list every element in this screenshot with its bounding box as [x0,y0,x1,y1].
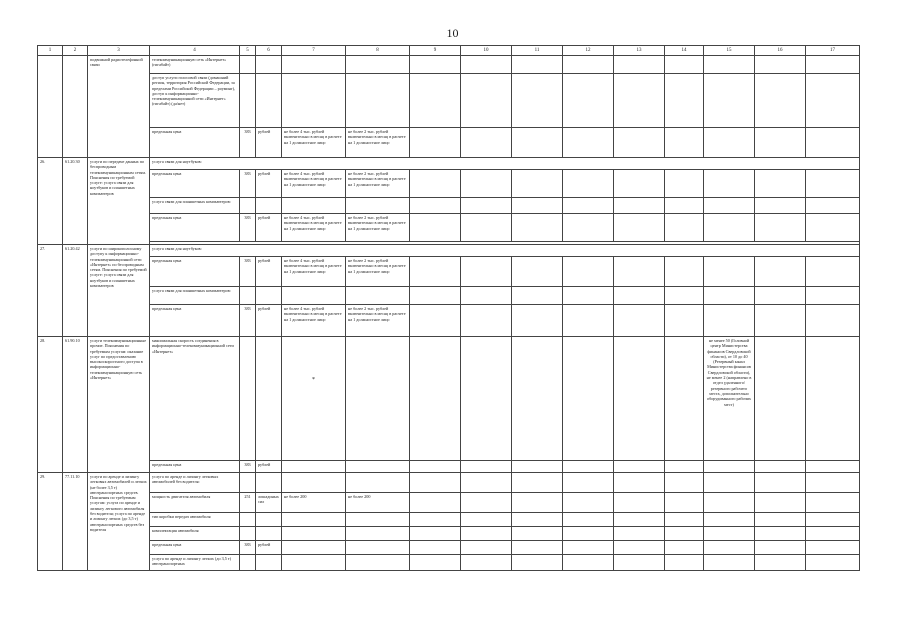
unit-cell: рублей [256,214,282,242]
value-cell: не более 4 тыс. рублей включительно в месяц в расчете на 1 должностное лицо [282,128,346,158]
table-row [38,214,860,242]
column-header: 10 [461,46,512,56]
column-header: 15 [704,46,755,56]
value-cell: не более 2 тыс. рублей включительно в месяц в расчете на 1 должностное лицо [346,170,410,198]
value-cell: не более 4 тыс. рублей включительно в месяц в расчете на 1 должностное лицо [282,257,346,287]
column-header: 9 [410,46,461,56]
characteristic-cell: услуга связи для планшетных компьютеров: [150,287,240,305]
row-number-cell: 26. [38,158,63,245]
value-cell: не более 2 тыс. рублей включительно в месяц в расчете на 1 должностное лицо [346,128,410,158]
table-row [38,257,860,287]
value-cell: не более 2 тыс. рублей включительно в месяц в расчете на 1 должностное лицо [346,214,410,242]
table-row [38,493,860,513]
row-number-cell: 29. [38,473,63,571]
table-row [38,541,860,555]
column-header: 12 [563,46,614,56]
characteristic-cell: услуга по аренде и лизингу легких (до 3,5 т) автотранспортных [150,555,240,571]
column-header: 4 [150,46,240,56]
column-header: 11 [512,46,563,56]
table-row [38,198,860,214]
characteristic-cell: услуга по аренде и лизингу легковых автомобилей без водителя: [150,473,240,493]
okei-code-cell: 383 [240,257,256,287]
characteristics-table [37,45,860,571]
okpd-code-cell: 61.20.30 [63,158,88,245]
okei-code-cell: 383 [240,461,256,473]
characteristic-cell: предельная цена [150,305,240,337]
characteristic-cell: услуга связи для планшетных компьютеров: [150,198,240,214]
okpd-code-cell [63,56,88,158]
column-header: 14 [665,46,704,56]
okpd-code-cell: 77.11.10 [63,473,88,571]
page-number: 10 [446,26,459,40]
characteristic-cell: предельная цена [150,257,240,287]
table-row [38,128,860,158]
column-header: 7 [282,46,346,56]
characteristic-cell: предельная цена [150,170,240,198]
table-row [38,461,860,473]
okei-code-cell: 383 [240,170,256,198]
service-name-cell: услуги по аренде и лизингу легковых автомобилей и легких (не более 3,5 т) автотранспортных средств. Пояснения по требуемым услугам: услуга по аренде и лизингу легкового автомобиля без водителя; услуга по аренде и лизингу легких (до 3,5 т) автотранспортных средств без водителя [88,473,150,571]
table-row [38,527,860,541]
characteristic-cell: мощность двигателя автомобиля [150,493,240,513]
table-row [38,158,860,170]
row-number-cell: 27. [38,245,63,337]
characteristic-cell: предельная цена [150,214,240,242]
okei-code-cell: 383 [240,305,256,337]
characteristic-cell: комплектация автомобиля [150,527,240,541]
table-row [38,513,860,527]
table-row [38,555,860,571]
unit-cell: лошадиных сил [256,493,282,513]
value-cell: не более 4 тыс. рублей включительно в месяц в расчете на 1 должностное лицо [282,305,346,337]
table-row [38,287,860,305]
characteristic-cell: тип коробки передач автомобиля [150,513,240,527]
table-row [38,337,860,461]
service-name-cell: услуги по широкополосному доступу к информационно-телекоммуникационной сети «Интернет» по беспроводным сетям. Пояснения по требуемой услуге: услуга связи для ноутбуков и планшетных компьютеров [88,245,150,337]
characteristic-cell: максимальная скорость соединения в информационно-телекоммуникационной сети «Интернет» [150,337,240,461]
okei-code-cell: 383 [240,128,256,158]
value-cell: не более 4 тыс. рублей включительно в месяц в расчете на 1 должностное лицо [282,170,346,198]
service-name-cell: услуги по передаче данных по беспроводным телекоммуникационным сетям. Пояснения по требуемой услуге: услуга связи для ноутбуков и планшетных компьютеров [88,158,150,245]
characteristic-cell: услуга связи для ноутбуков: [150,158,860,170]
table-row [38,170,860,198]
unit-cell: рублей [256,541,282,555]
column-header: 5 [240,46,256,56]
okpd-code-cell: 61.90.10 [63,337,88,473]
table-row [38,74,860,128]
characteristic-cell: телекоммуникационную сеть «Интернет» (гигабайт) [150,56,240,74]
okpd-code-cell: 61.20.42 [63,245,88,337]
okei-code-cell: 251 [240,493,256,513]
characteristic-cell: предельная цена [150,128,240,158]
unit-cell: рублей [256,128,282,158]
row-number-cell [38,56,63,158]
asterisk-mark: * [312,377,315,383]
column-header: 16 [755,46,806,56]
value-cell: не более 2 тыс. рублей включительно в месяц в расчете на 1 должностное лицо [346,305,410,337]
table-row [38,245,860,257]
value-cell: не более 4 тыс. рублей включительно в месяц в расчете на 1 должностное лицо [282,214,346,242]
column-header: 3 [88,46,150,56]
table-row [38,473,860,493]
column-header: 1 [38,46,63,56]
value-cell: не более 2 тыс. рублей включительно в месяц в расчете на 1 должностное лицо [346,257,410,287]
characteristic-cell: предельная цена [150,461,240,473]
column-header: 6 [256,46,282,56]
column-header: 8 [346,46,410,56]
column-header: 17 [806,46,860,56]
column-number-row [38,46,860,56]
unit-cell: рублей [256,170,282,198]
okei-code-cell: 383 [240,214,256,242]
table-row [38,305,860,337]
unit-cell: рублей [256,257,282,287]
row-number-cell: 28. [38,337,63,473]
table-row [38,56,860,74]
column-header: 13 [614,46,665,56]
characteristic-cell: доступ услуги голосовой связи (домашний регион, территория Российской Федерации, за пределами Российской Федерации – роуминг), доступ к информационно-телекоммуникационной сети «Интернет» (гигабайт) (да/нет) [150,74,240,128]
column-header: 2 [63,46,88,56]
characteristic-cell: услуга связи для ноутбуков: [150,245,860,257]
service-name-cell: подвижной радиотелефонной связи [88,56,150,158]
okei-code-cell: 383 [240,541,256,555]
value-cell: не более 200 [346,493,410,513]
characteristic-cell: предельная цена [150,541,240,555]
service-name-cell: услуги телекоммуникационные прочие. Пояснения по требуемым услугам: оказание услуг по предоставлению высокоскоростного доступа в информационно-телекоммуникационную сеть «Интернет» [88,337,150,473]
value-cell: не менее 50 (Головной центр Министерства финансов Свердловской области), от 10 до 40 (Резервный канал Министерства финансов Свердловской области), не менее 2 (направлено в отдел удаленного/резервного рабочего места, дополнительно оборудованного рабочих мест) [704,337,755,461]
unit-cell: рублей [256,461,282,473]
unit-cell: рублей [256,305,282,337]
value-cell: не более 200 [282,493,346,513]
